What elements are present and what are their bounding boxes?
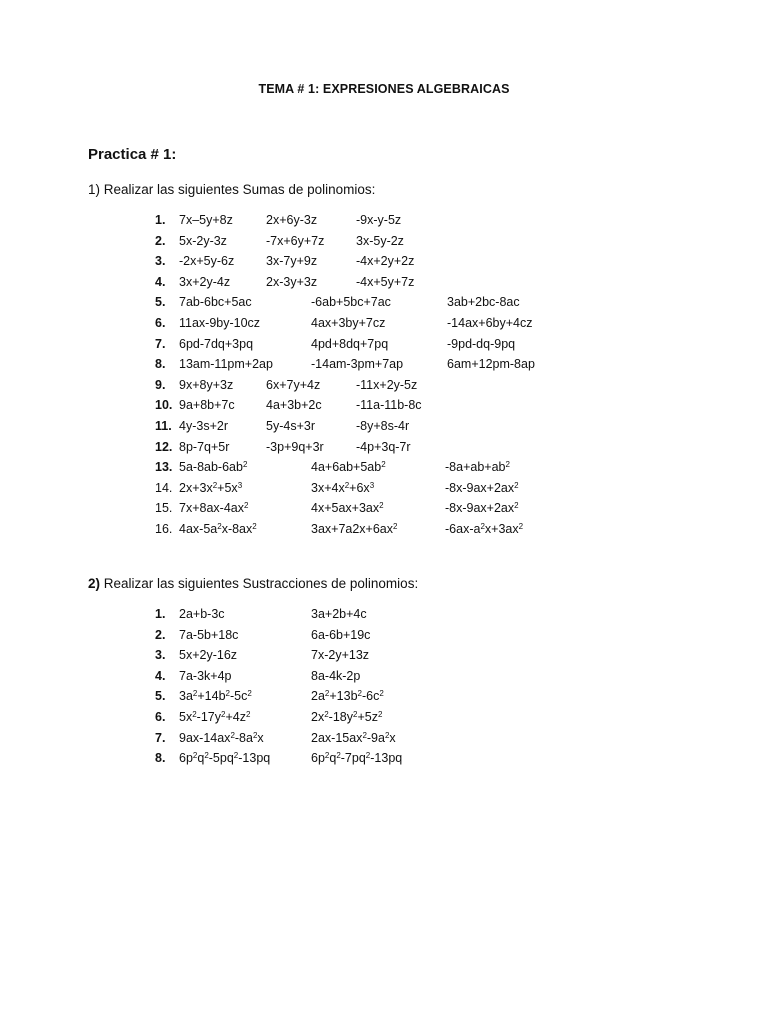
subtraction-row [0,751,768,772]
sum-number: 1. [155,213,166,227]
sum-number: 5. [155,295,166,310]
subtraction-row [0,628,768,649]
subtraction-expression-1: 7a-5b+18c [179,627,239,642]
sum-expression-2: 4ax+3by+7cz [311,315,386,330]
sum-expression-1: 3x+2y-4z [179,274,231,289]
subtraction-expression-2: 3a+2b+4c [311,607,367,621]
sum-row [0,522,768,543]
subtraction-number: 5. [155,689,166,704]
sum-expression-2: $4x+5ax+3ax^2$ [311,501,384,516]
sum-expression-3: $-8x-9ax+2ax^2$ [445,501,519,516]
sum-number: 4. [155,274,166,289]
section-2-text: Realizar las siguientes Sustracciones de polinomios: [103,576,419,591]
section-1-number: 1) [88,182,101,197]
sum-row [0,295,768,316]
subtraction-expression-1: 7a-3k+4p [179,668,232,683]
sum-expression-2: -7x+6y+7z [266,233,325,248]
page-title: TEMA # 1: EXPRESIONES ALGEBRAICAS [258,82,510,96]
sum-expression-2: 5y-4s+3r [266,418,315,433]
sum-expression-1: 9x+8y+3z [179,377,234,392]
sum-expression-2: $4a+6ab+5ab^2$ [311,460,386,475]
sum-number: 7. [155,336,166,351]
section-2-instruction [88,576,418,591]
sum-expression-1: 9a+8b+7c [179,398,235,413]
sum-expression-2: 4pd+8dq+7pq [311,336,389,351]
sum-expression-3: $-8x-9ax+2ax^2$ [445,480,519,495]
subtraction-expression-1: $3a^2+14b^2-5c^2$ [179,689,252,704]
sum-expression-3: -9pd-dq-9pq [447,336,516,351]
subtraction-expression-1: $5x^2-17y^2+4z^2$ [179,709,251,724]
subtraction-number: 7. [155,730,166,745]
sum-expression-1: 13am-11pm+2ap [179,357,273,372]
sum-expression-1: $7x+8ax-4ax^2$ [179,501,249,516]
sum-expression-1: 6pd-7dq+3pq [179,336,254,351]
subtraction-number: 6. [155,709,166,724]
subtraction-expression-1: 5x+2y-16z [179,648,238,663]
sum-number: 14. [155,480,173,495]
sum-expression-2: -14am-3pm+7ap [311,357,404,372]
subtraction-expression-2: $2ax-15ax^2-9a^2x$ [311,730,396,745]
subtraction-expression-2: 7x-2y+13z [311,648,370,663]
sum-expression-1: -2x+5y-6z [179,254,235,269]
sum-expression-1: $5a-8ab-6ab^2$ [179,460,248,475]
sum-row [0,254,768,275]
sum-row [0,357,768,378]
sum-row [0,234,768,255]
sum-expression-1: $2x+3x^2+5x^3$ [179,480,243,495]
sum-expression-2: -6ab+5bc+7ac [311,295,391,310]
sum-expression-2: 4a+3b+2c [266,398,322,413]
sum-number: 3. [155,254,166,269]
subtraction-row [0,669,768,690]
subtractions-exercise-list [0,607,768,772]
sum-expression-1: 5x-2y-3z [179,233,227,248]
subtraction-row [0,731,768,752]
sum-expression-2: -3p+9q+3r [266,439,324,454]
sum-expression-2: $3x+4x^2+6x^3$ [311,480,375,495]
sum-row [0,275,768,296]
sum-number: 11. [155,418,172,433]
sum-expression-3: -9x-y-5z [356,213,402,227]
sum-row [0,419,768,440]
sum-expression-1: 4y-3s+2r [179,418,228,433]
subtraction-expression-2: $2x^2-18y^2+5z^2$ [311,709,383,724]
subtraction-number: 2. [155,627,166,642]
sum-expression-3: -11x+2y-5z [356,377,418,392]
sum-row [0,337,768,358]
sum-number: 9. [155,377,166,392]
subtraction-row [0,648,768,669]
sum-expression-3: -4p+3q-7r [356,439,411,454]
sum-expression-2: 2x-3y+3z [266,274,318,289]
sum-number: 15. [155,501,173,516]
sum-expression-3: 3x-5y-2z [356,233,404,248]
subtraction-row [0,689,768,710]
sum-expression-1: $4ax-5a^2x-8ax^2$ [179,521,257,536]
sums-exercise-list [0,213,768,543]
subtraction-row [0,607,768,628]
sum-row [0,378,768,399]
sum-number: 8. [155,357,166,372]
sum-row [0,481,768,502]
sum-expression-3: $-6ax-a^2x+3ax^2$ [445,521,524,536]
sum-row [0,316,768,337]
sum-expression-1: 7x–5y+8z [179,213,233,227]
sum-expression-3: $-8a+ab+ab^2$ [445,460,510,475]
subtraction-expression-1: 2a+b-3c [179,607,225,621]
section-1-text: Realizar las siguientes Sumas de polinomios: [103,182,376,197]
subtraction-expression-2: $2a^2+13b^2-6c^2$ [311,689,384,704]
sum-row [0,213,768,234]
sum-number: 6. [155,315,166,330]
sum-number: 12. [155,439,173,454]
sum-row [0,398,768,419]
sum-expression-1: 7ab-6bc+5ac [179,295,252,310]
sum-expression-1: 8p-7q+5r [179,439,230,454]
sum-number: 2. [155,233,166,248]
subtraction-expression-2: 8a-4k-2p [311,668,361,683]
subtraction-number: 3. [155,648,166,663]
sum-expression-3: -4x+2y+2z [356,254,415,269]
subtraction-expression-1: $9ax-14ax^2-8a^2x$ [179,730,264,745]
sum-expression-2: 2x+6y-3z [266,213,318,227]
practice-heading: Practica # 1: [88,146,177,163]
subtraction-expression-2: 6a-6b+19c [311,627,371,642]
sum-expression-3: -8y+8s-4r [356,418,410,433]
subtraction-expression-2: $6p^2q^2-7pq^2-13pq$ [311,751,403,766]
sum-expression-3: 6am+12pm-8ap [447,357,535,372]
subtraction-number: 8. [155,751,166,766]
sum-expression-3: -11a-11b-8c [356,398,422,413]
sum-number: 10. [155,398,173,413]
sum-row [0,460,768,481]
sum-expression-2: $3ax+7a2x+6ax^2$ [311,521,398,536]
sum-row [0,501,768,522]
subtraction-row [0,710,768,731]
sum-expression-2: 3x-7y+9z [266,254,318,269]
sum-expression-3: -14ax+6by+4cz [447,315,533,330]
subtraction-expression-1: $6p^2q^2-5pq^2-13pq$ [179,751,271,766]
section-2-number: 2) [88,576,101,591]
sum-number: 16. [155,521,173,536]
section-1-instruction [88,182,375,197]
sum-expression-1: 11ax-9by-10cz [179,315,261,330]
sum-number: 13. [155,460,173,475]
sum-row [0,440,768,461]
sum-expression-2: 6x+7y+4z [266,377,321,392]
sum-expression-3: -4x+5y+7z [356,274,415,289]
sum-expression-3: 3ab+2bc-8ac [447,295,520,310]
subtraction-number: 4. [155,668,166,683]
subtraction-number: 1. [155,607,166,621]
